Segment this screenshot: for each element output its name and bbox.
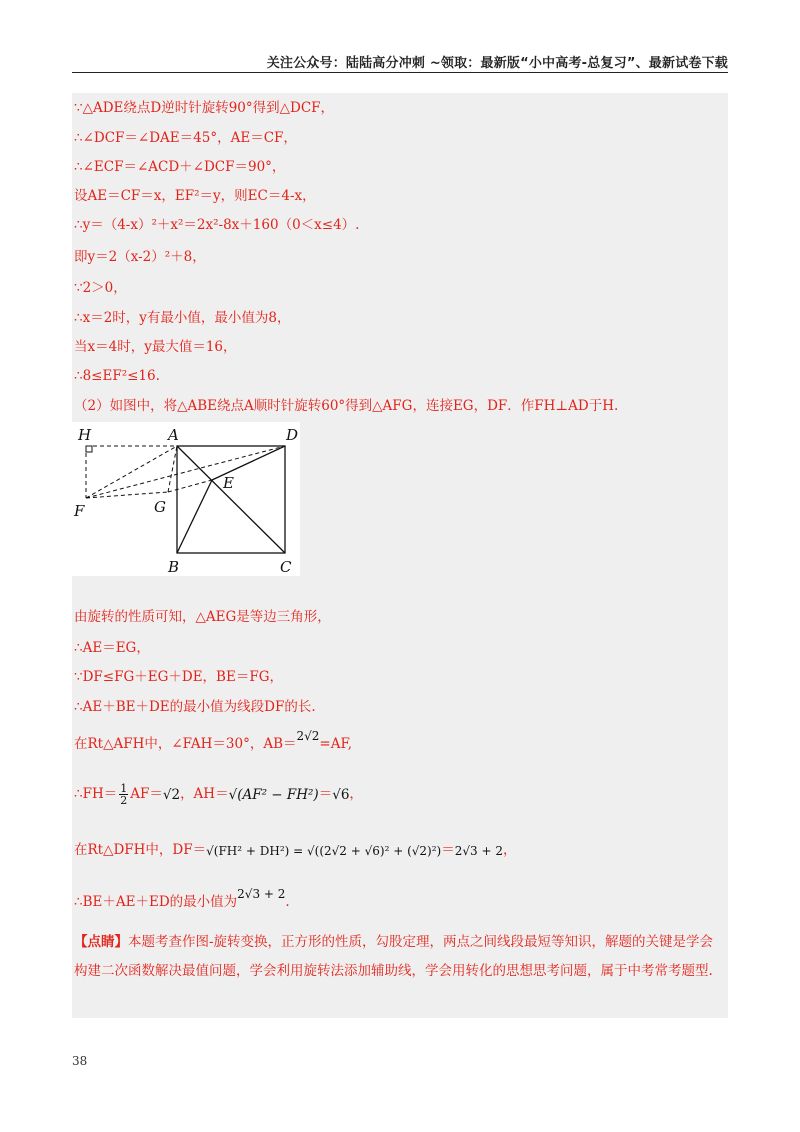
solution-line: ∵2＞0， [74, 280, 127, 296]
label-f: F [74, 502, 85, 520]
label-d: D [286, 426, 299, 444]
df-expression: √(FH² + DH²) = √((2√2 + √6)² + (√2)²) [206, 843, 442, 858]
text-fh-mid: AF＝ [130, 786, 163, 802]
ah-value: √6 [332, 786, 350, 803]
fh-value: √2 [162, 786, 181, 803]
label-a: A [168, 426, 179, 444]
comment-text: 本题考查作图-旋转变换，正方形的性质，勾股定理，两点之间线段最短等知识，解题的关键是学会构建二次函数解决最值问题，学会利用旋转法添加辅助线，学会用转化的思想思考问题，属于中考常考题型. [74, 934, 714, 979]
solution-line: ∴AE＋BE＋DE的最小值为线段DF的长. [74, 699, 316, 715]
comment-block [74, 928, 726, 986]
math-line-min [74, 886, 290, 912]
solution-line: ∴AE＝EG， [74, 640, 150, 656]
text-af-suffix: =AF, [319, 736, 353, 752]
label-h: H [78, 426, 92, 444]
fraction-half: $\frac{1}{2}$ [120, 782, 128, 807]
text-ah-eq: ＝ [318, 786, 333, 802]
label-b: B [168, 558, 180, 576]
text-df-eq: ＝ [441, 842, 455, 858]
text-min-end: . [285, 894, 290, 910]
solution-line: ∵DF≤FG＋EG＋DE，BE＝FG， [74, 669, 283, 685]
solution-line: 设AE＝CF＝x，EF²＝y，则EC＝4-x， [74, 188, 316, 204]
solution-line: ∴x＝2时，y有最小值，最小值为8， [74, 310, 291, 326]
page-number: 38 [72, 1054, 88, 1068]
square-rotation-diagram [72, 422, 300, 576]
text-rt-dfh: 在Rt△DFH中，DF＝ [74, 842, 207, 858]
math-line-rt-afh [74, 728, 353, 754]
solution-line: 即y＝2（x-2）²＋8， [74, 249, 206, 265]
comment-tag: 【点睛】 [74, 934, 128, 950]
segment-ge [168, 480, 212, 492]
text-df-end: ， [502, 842, 517, 858]
df-value: 2√3 + 2 [454, 843, 503, 858]
ab-value: 2√2 [296, 728, 320, 743]
text-ah: ，AH＝ [180, 786, 229, 802]
label-g: G [154, 498, 166, 516]
label-c: C [280, 558, 292, 576]
segment-ga [168, 446, 177, 492]
min-value: 2√3 + 2 [237, 886, 286, 901]
text-min: ∴BE＋AE＋ED的最小值为 [74, 894, 238, 910]
segment-fa [86, 446, 177, 498]
solution-line: （2）如图中，将△ABE绕点A顺时针旋转60°得到△AFG，连接EG，DF．作FH⊥AD于H. [74, 398, 619, 414]
text-ah-end: ， [349, 786, 363, 802]
text-fh-prefix: ∴FH＝ [74, 786, 118, 802]
solution-line: ∴y＝（4-x）²＋x²＝2x²-8x＋160（0＜x≤4）. [74, 217, 360, 233]
label-e: E [223, 474, 234, 492]
math-line-fh [74, 783, 363, 806]
solution-line: 由旋转的性质可知，△AEG是等边三角形， [74, 609, 331, 625]
solution-line: ∴∠ECF＝∠ACD＋∠DCF＝90°， [74, 159, 286, 175]
segment-be [177, 480, 212, 553]
diagonal-ac [177, 446, 285, 553]
solution-line: 当x＝4时，y最大值＝16， [74, 339, 237, 355]
math-line-df [74, 841, 516, 860]
header-rule [72, 72, 728, 73]
right-angle-mark [86, 446, 92, 452]
solution-line: ∴∠DCF＝∠DAE＝45°，AE＝CF， [74, 130, 297, 146]
solution-line: ∴8≤EF²≤16. [74, 368, 160, 384]
ah-expression: √(AF² − FH²) [228, 786, 319, 803]
text-rt-afh: 在Rt△AFH中，∠FAH＝30°，AB＝ [74, 736, 297, 752]
solution-line: ∵△ADE绕点D逆时针旋转90°得到△DCF， [74, 100, 335, 116]
geometry-figure [72, 422, 300, 576]
page-header: 关注公众号：陆陆高分冲刺 ~领取：最新版“小中高考-总复习”、最新试卷下载 [266, 56, 728, 71]
